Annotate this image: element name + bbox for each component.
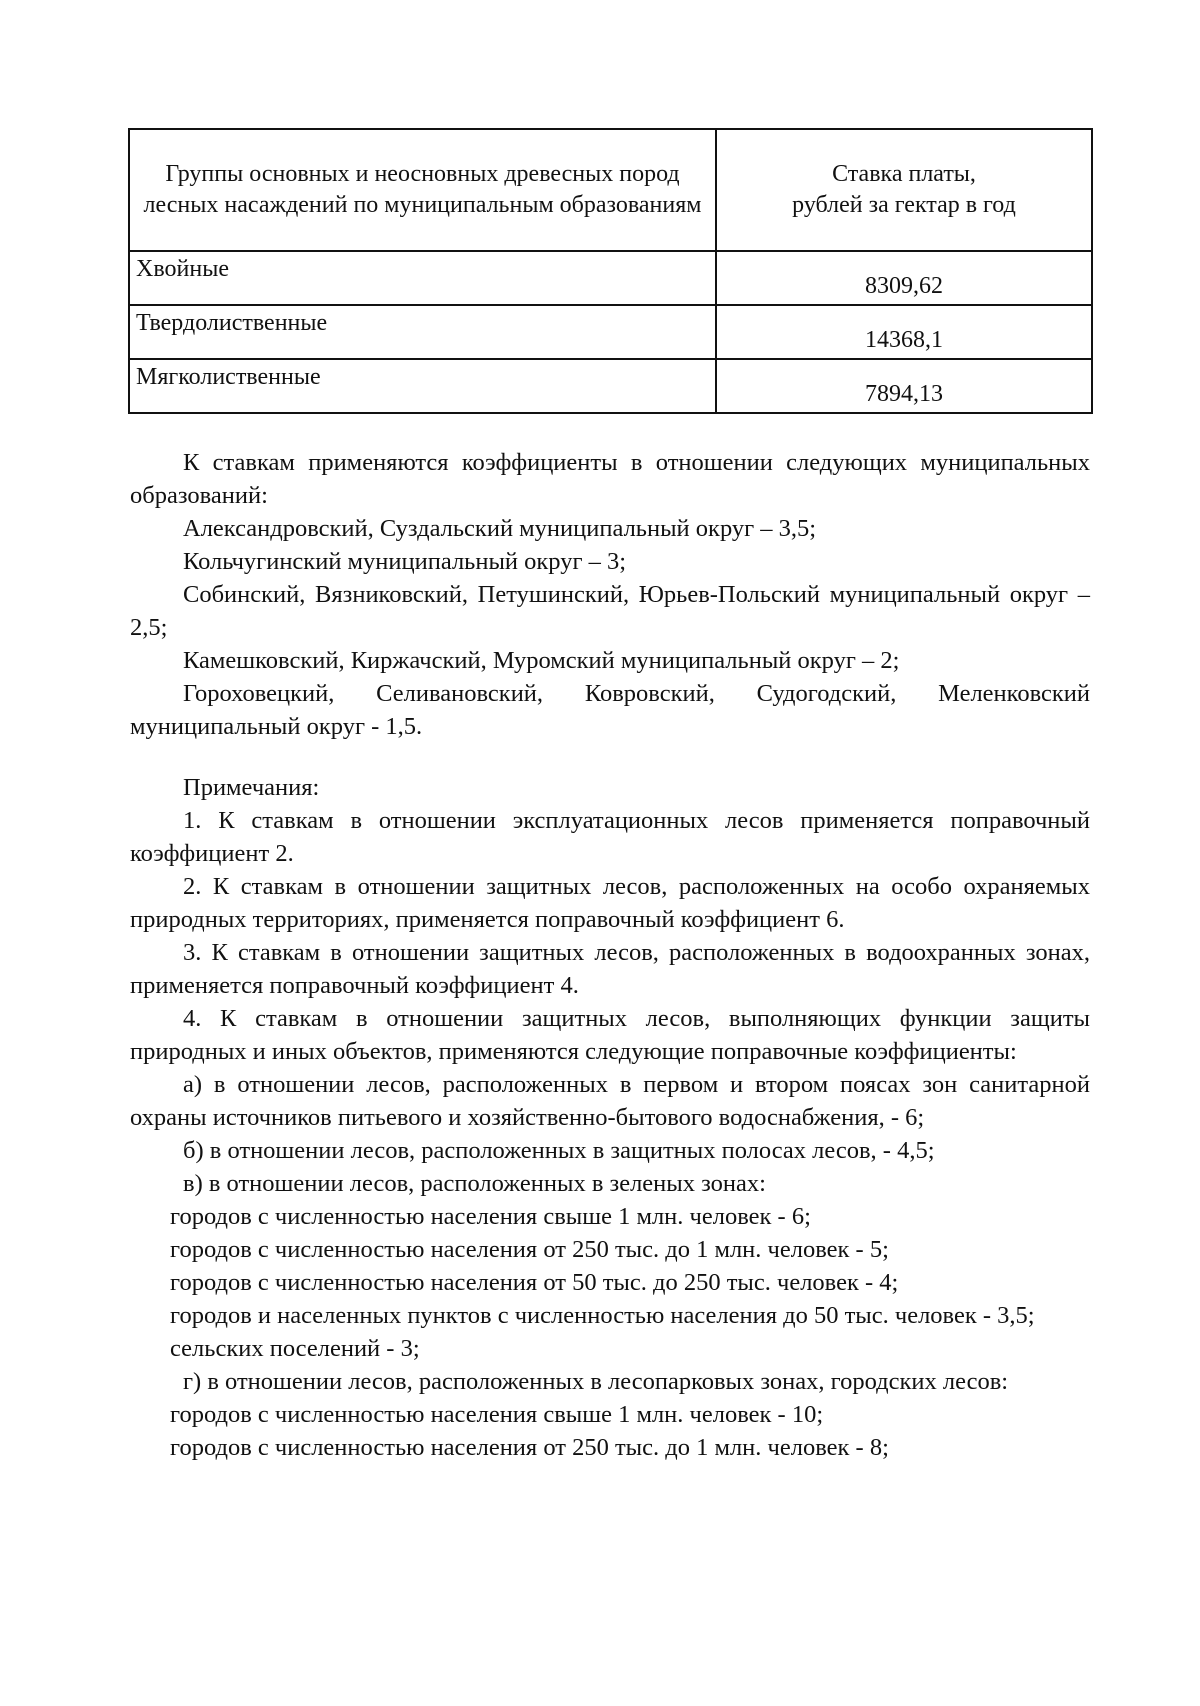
note-subitem-detail: городов с численностью населения свыше 1 млн. человек - 6; [170,1203,811,1230]
coefficient-item: Камешковский, Киржачский, Муромский муниципальный округ – 2; [183,647,900,674]
note-subitem-detail: городов и населенных пунктов с численностью населения до 50 тыс. человек - 3,5; [170,1302,1035,1329]
table-header-rate-line1: Ставка платы, [832,161,976,187]
rates-table [128,128,1093,414]
note-subitem: г) в отношении лесов, расположенных в лесопарковых зонах, городских лесов: [183,1368,1009,1395]
table-cell-species: Хвойные [129,251,716,305]
table-row [129,251,1092,305]
notes-heading: Примечания: [183,774,320,801]
coefficients-intro: К ставкам применяются коэффициенты в отношении следующих муниципальных образований: [130,449,1090,509]
coefficient-item: Кольчугинский муниципальный округ – 3; [183,548,627,575]
note-paragraph: 4. К ставкам в отношении защитных лесов, выполняющих функции защиты природных и иных объектов, применяются следующие поправочные коэффициенты: [130,1005,1090,1065]
note-subitem: б) в отношении лесов, расположенных в защитных полосах лесов, - 4,5; [183,1137,935,1164]
table-cell-rate: 7894,13 [716,359,1092,413]
table-row [129,305,1092,359]
table-cell-species: Твердолиственные [129,305,716,359]
spacer [130,743,1090,771]
note-subitem-detail: городов с численностью населения от 250 тыс. до 1 млн. человек - 5; [170,1236,889,1263]
table-header-rate [716,129,1092,251]
note-subitem-detail: городов с численностью населения от 50 тыс. до 250 тыс. человек - 4; [170,1269,899,1296]
document-body [130,446,1090,1464]
note-paragraph: 2. К ставкам в отношении защитных лесов, расположенных на особо охраняемых природных территориях, применяется поправочный коэффициент 6. [130,873,1090,933]
note-subitem: а) в отношении лесов, расположенных в первом и втором поясах зон санитарной охраны источников питьевого и хозяйственно-бытового водоснабжения, - 6; [130,1071,1090,1131]
note-subitem-detail: сельских поселений - 3; [170,1335,420,1362]
table-header-species-groups: Группы основных и неосновных древесных пород лесных насаждений по муниципальным образованиям [129,129,716,251]
coefficient-item: Гороховецкий, Селивановский, Ковровский, Судогодский, Меленковский муниципальный округ - 1,5. [130,680,1090,740]
note-paragraph: 3. К ставкам в отношении защитных лесов, расположенных в водоохранных зонах, применяется поправочный коэффициент 4. [130,939,1090,999]
table-header-row [129,129,1092,251]
table-cell-rate: 8309,62 [716,251,1092,305]
table-row [129,359,1092,413]
coefficient-item: Александровский, Суздальский муниципальный округ – 3,5; [183,515,817,542]
table-cell-species: Мягколиственные [129,359,716,413]
table-cell-rate: 14368,1 [716,305,1092,359]
table-header-rate-line2: рублей за гектар в год [792,192,1016,218]
note-subitem-detail: городов с численностью населения от 250 тыс. до 1 млн. человек - 8; [170,1434,889,1461]
coefficient-item: Собинский, Вязниковский, Петушинский, Юрьев-Польский муниципальный округ – 2,5; [130,581,1090,641]
note-paragraph: 1. К ставкам в отношении эксплуатационных лесов применяется поправочный коэффициент 2. [130,807,1090,867]
note-subitem: в) в отношении лесов, расположенных в зеленых зонах: [183,1170,766,1197]
note-subitem-detail: городов с численностью населения свыше 1 млн. человек - 10; [170,1401,824,1428]
